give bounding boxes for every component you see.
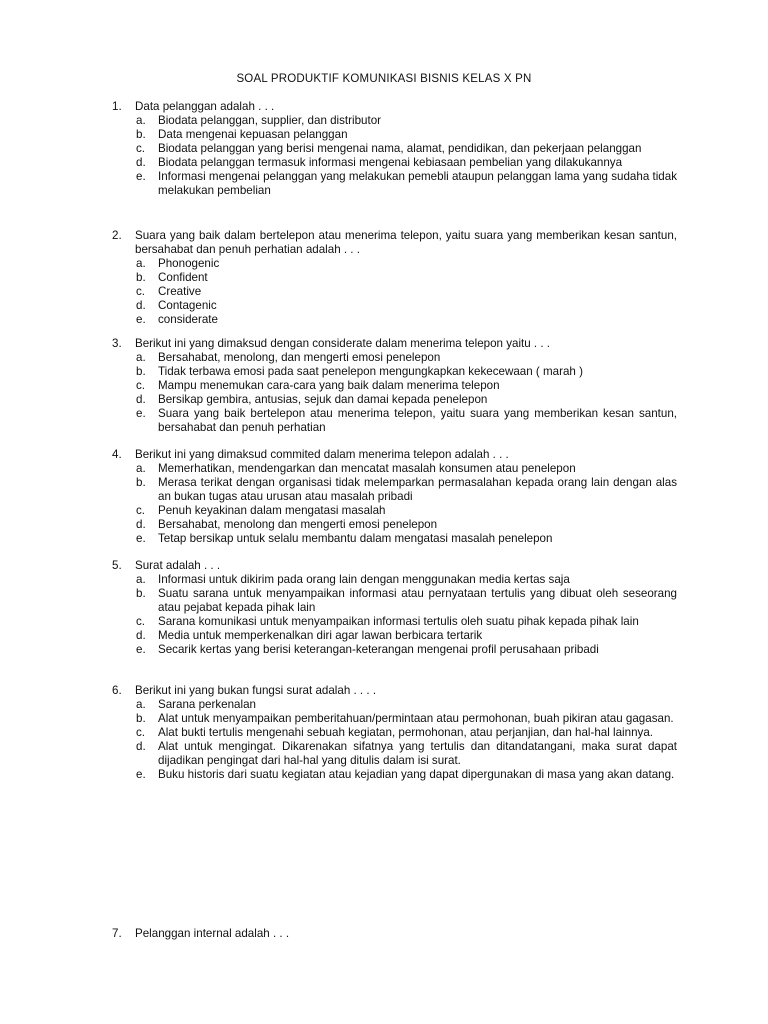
document-title: SOAL PRODUKTIF KOMUNIKASI BISNIS KELAS X PN <box>236 73 532 85</box>
answer-option <box>112 476 677 504</box>
option-letter: e. <box>136 313 146 326</box>
option-letter: b. <box>136 271 146 284</box>
question-text: Data pelanggan adalah . . . <box>135 100 275 113</box>
question-stem <box>112 927 677 941</box>
option-letter: c. <box>136 726 146 739</box>
option-letter: a. <box>136 462 146 475</box>
option-text: Bersikap gembira, antusias, sejuk dan damai kepada penelepon <box>158 393 488 406</box>
question-6 <box>112 684 677 782</box>
answer-option <box>112 740 677 768</box>
option-letter: a. <box>136 257 146 270</box>
question-number: 1. <box>112 100 122 113</box>
option-letter: e. <box>136 643 146 656</box>
question-number: 7. <box>112 927 122 940</box>
question-text: Berikut ini yang bukan fungsi surat adalah . . . . <box>135 684 377 697</box>
option-letter: b. <box>136 712 146 725</box>
question-text: Suara yang baik dalam bertelepon atau menerima telepon, yaitu suara yang memberikan kesan santun, bersahabat dan penuh perhatian adalah . . . <box>135 229 677 256</box>
question-text: Pelanggan internal adalah . . . <box>135 927 290 940</box>
option-text: considerate <box>158 313 218 326</box>
question-stem <box>112 684 677 698</box>
option-letter: b. <box>136 128 146 141</box>
answer-option <box>112 128 677 142</box>
answer-option <box>112 615 677 629</box>
answer-option <box>112 313 677 327</box>
question-3 <box>112 337 677 435</box>
option-list <box>112 351 677 435</box>
option-text: Alat untuk mengingat. Dikarenakan sifatnya yang tertulis dan ditandatangani, maka surat dapat dijadikan pengingat dari hal-hal yang ditulis dalam isi surat. <box>158 740 677 767</box>
question-4 <box>112 448 677 546</box>
answer-option <box>112 271 677 285</box>
option-list <box>112 462 677 546</box>
answer-option <box>112 257 677 271</box>
question-stem <box>112 100 677 114</box>
answer-option <box>112 351 677 365</box>
option-text: Creative <box>158 285 202 298</box>
question-stem <box>112 337 677 351</box>
option-letter: a. <box>136 698 146 711</box>
answer-option <box>112 365 677 379</box>
answer-option <box>112 726 677 740</box>
option-letter: a. <box>136 114 146 127</box>
option-text: Biodata pelanggan termasuk informasi mengenai kebiasaan pembelian yang dilakukannya <box>158 156 623 169</box>
option-letter: d. <box>136 393 146 406</box>
option-text: Buku historis dari suatu kegiatan atau kejadian yang dapat dipergunakan di masa yang akan datang. <box>158 768 675 781</box>
answer-option <box>112 643 677 657</box>
question-stem <box>112 448 677 462</box>
option-list <box>112 573 677 657</box>
option-text: Alat untuk menyampaikan pemberitahuan/permintaan atau permohonan, buah pikiran atau gagasan. <box>158 712 674 725</box>
question-number: 5. <box>112 559 122 572</box>
option-letter: b. <box>136 587 146 600</box>
answer-option <box>112 587 677 615</box>
answer-option <box>112 462 677 476</box>
option-text: Secarik kertas yang berisi keterangan-keterangan mengenai profil perusahaan pribadi <box>158 643 599 656</box>
answer-option <box>112 299 677 313</box>
option-letter: c. <box>136 504 146 517</box>
answer-option <box>112 504 677 518</box>
question-number: 3. <box>112 337 122 350</box>
option-letter: a. <box>136 573 146 586</box>
option-letter: d. <box>136 740 146 753</box>
option-text: Tidak terbawa emosi pada saat penelepon mengungkapkan kekecewaan ( marah ) <box>158 365 583 378</box>
option-text: Merasa terikat dengan organisasi tidak melemparkan permasalahan kepada orang lain dengan alas an bukan tugas atau urusan atau masalah pribadi <box>158 476 677 503</box>
option-list <box>112 114 677 198</box>
option-text: Suara yang baik bertelepon atau menerima telepon, yaitu suara yang memberikan kesan santun, bersahabat dan penuh perhatian <box>158 407 677 434</box>
option-letter: e. <box>136 170 146 183</box>
option-letter: c. <box>136 615 146 628</box>
option-text: Sarana komunikasi untuk menyampaikan informasi tertulis oleh suatu pihak kepada pihak lain <box>158 615 639 628</box>
question-text: Surat adalah . . . <box>135 559 221 572</box>
option-text: Suatu sarana untuk menyampaikan informasi atau pernyataan tertulis yang dibuat oleh seseorang atau pejabat kepada pihak lain <box>158 587 677 614</box>
option-letter: c. <box>136 379 146 392</box>
question-5 <box>112 559 677 657</box>
option-text: Bersahabat, menolong, dan mengerti emosi penelepon <box>158 351 441 364</box>
question-text: Berikut ini yang dimaksud commited dalam menerima telepon adalah . . . <box>135 448 509 461</box>
question-number: 6. <box>112 684 122 697</box>
option-text: Penuh keyakinan dalam mengatasi masalah <box>158 504 386 517</box>
question-1 <box>112 100 677 198</box>
option-letter: b. <box>136 365 146 378</box>
option-text: Memerhatikan, mendengarkan dan mencatat masalah konsumen atau penelepon <box>158 462 576 475</box>
option-text: Biodata pelanggan, supplier, dan distributor <box>158 114 382 127</box>
answer-option <box>112 518 677 532</box>
option-text: Bersahabat, menolong dan mengerti emosi penelepon <box>158 518 438 531</box>
answer-option <box>112 156 677 170</box>
question-stem <box>112 229 677 257</box>
option-text: Contagenic <box>158 299 217 312</box>
option-text: Informasi mengenai pelanggan yang melakukan pemebli ataupun pelanggan lama yang sudaha tidak melakukan pembelian <box>158 170 677 197</box>
option-text: Informasi untuk dikirim pada orang lain dengan menggunakan media kertas saja <box>158 573 570 586</box>
option-text: Tetap bersikap untuk selalu membantu dalam mengatasi masalah penelepon <box>158 532 553 545</box>
option-text: Media untuk memperkenalkan diri agar lawan berbicara tertarik <box>158 629 483 642</box>
answer-option <box>112 532 677 546</box>
option-letter: e. <box>136 532 146 545</box>
option-letter: d. <box>136 518 146 531</box>
option-letter: c. <box>136 285 146 298</box>
question-7 <box>112 927 677 941</box>
option-text: Alat bukti tertulis mengenahi sebuah kegiatan, permohonan, atau perjanjian, dan hal-hal lainnya. <box>158 726 653 739</box>
option-text: Phonogenic <box>158 257 220 270</box>
answer-option <box>112 629 677 643</box>
option-letter: e. <box>136 407 146 420</box>
question-stem <box>112 559 677 573</box>
option-text: Data mengenai kepuasan pelanggan <box>158 128 348 141</box>
question-number: 2. <box>112 229 122 242</box>
option-letter: e. <box>136 768 146 781</box>
answer-option <box>112 285 677 299</box>
question-2 <box>112 229 677 327</box>
option-text: Mampu menemukan cara-cara yang baik dalam menerima telepon <box>158 379 500 392</box>
option-list <box>112 698 677 782</box>
answer-option <box>112 142 677 156</box>
option-letter: d. <box>136 629 146 642</box>
option-letter: d. <box>136 299 146 312</box>
answer-option <box>112 407 677 435</box>
answer-option <box>112 114 677 128</box>
answer-option <box>112 698 677 712</box>
question-number: 4. <box>112 448 122 461</box>
answer-option <box>112 170 677 198</box>
answer-option <box>112 393 677 407</box>
option-text: Biodata pelanggan yang berisi mengenai nama, alamat, pendidikan, dan pekerjaan pelanggan <box>158 142 642 155</box>
option-letter: c. <box>136 142 146 155</box>
option-letter: d. <box>136 156 146 169</box>
option-letter: a. <box>136 351 146 364</box>
question-text: Berikut ini yang dimaksud dengan considerate dalam menerima telepon yaitu . . . <box>135 337 551 350</box>
option-text: Sarana perkenalan <box>158 698 256 711</box>
answer-option <box>112 573 677 587</box>
option-list <box>112 257 677 327</box>
answer-option <box>112 712 677 726</box>
option-text: Confident <box>158 271 208 284</box>
option-letter: b. <box>136 476 146 489</box>
answer-option <box>112 768 677 782</box>
answer-option <box>112 379 677 393</box>
